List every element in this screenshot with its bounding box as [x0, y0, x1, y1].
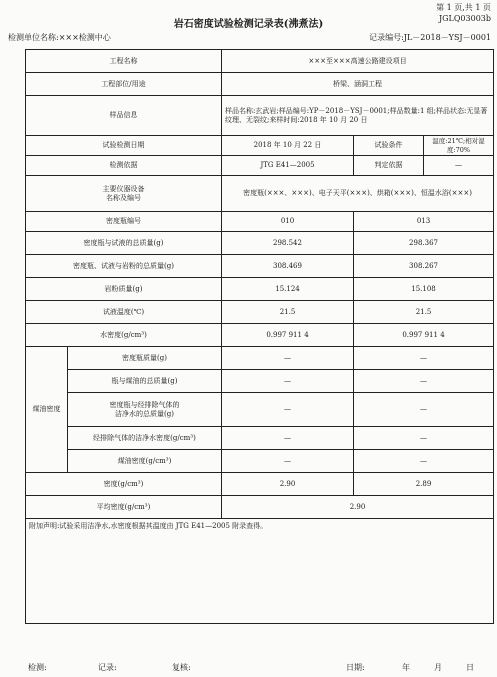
page-info: 第 1 页,共 1 页 [436, 3, 491, 12]
density-value-1: 2.90 [222, 473, 354, 496]
avg-density-label: 平均密度(g/cm³) [26, 496, 222, 519]
item-value-2: 298.367 [354, 232, 494, 255]
footer-year: 年 [402, 663, 410, 672]
kerosene-item-label-line-1: 密度瓶与经排除气体的 [109, 400, 180, 409]
condition-value: 温度:21℃;相对湿度:70% [424, 136, 494, 156]
footer-check: 检测: [28, 663, 47, 672]
footer-month: 月 [434, 663, 442, 672]
item-label: 岩粉质量(g) [26, 278, 222, 301]
form-code: JGLQ03003b [438, 14, 491, 23]
project-name-label: 工程名称 [26, 50, 222, 73]
item-value-2: 308.267 [354, 255, 494, 278]
item-label: 水密度(g/cm³) [26, 324, 222, 347]
item-label: 密度瓶、试液与岩粉的总质量(g) [26, 255, 222, 278]
kerosene-value-1: — [222, 347, 354, 370]
part-label: 工程部位/用途 [26, 73, 222, 96]
equip-value: 密度瓶(×××、×××)、电子天平(×××)、烘箱(×××)、恒温水浴(×××) [222, 176, 494, 212]
test-date-label: 试验检测日期 [26, 136, 222, 156]
footer-record: 记录: [98, 663, 117, 672]
kerosene-value-2: — [354, 393, 494, 427]
item-value-1: 21.5 [222, 301, 354, 324]
test-date: 2018 年 10 月 22 日 [222, 136, 354, 156]
record-number: 记录编号:JL－2018－YSJ－0001 [369, 33, 491, 42]
bottle-no-2: 013 [354, 212, 494, 232]
item-value-1: 15.124 [222, 278, 354, 301]
sample-info: 样品名称:玄武岩;样品编号:YP－2018－YSJ－0001;样品数量:1 组;样品状态:无显著纹理、无裂纹;来样时间:2018 年 10 月 20 日 [222, 96, 494, 136]
kerosene-value-1: — [222, 370, 354, 393]
item-value-2: 15.108 [354, 278, 494, 301]
record-table [25, 49, 494, 624]
density-label: 密度(g/cm³) [26, 473, 222, 496]
kerosene-item-label: 煤油密度(g/cm³) [68, 450, 222, 473]
kerosene-item-label [68, 393, 222, 427]
avg-density-value: 2.90 [222, 496, 494, 519]
density-value-2: 2.89 [354, 473, 494, 496]
equip-label-line-1: 主要仪器设备 [102, 184, 145, 193]
sample-label: 样品信息 [26, 96, 222, 136]
item-value-1: 298.542 [222, 232, 354, 255]
basis-value: JTG E41—2005 [222, 156, 354, 176]
additional-note: 附加声明:试验采用洁净水,水密度根据其温度由 JTG E41—2005 附录查得。 [26, 519, 494, 624]
item-value-2: 21.5 [354, 301, 494, 324]
page-title: 岩石密度试验检测记录表(沸煮法) [173, 19, 324, 30]
kerosene-item-label-line-2: 洁净水的总质量(g) [115, 409, 174, 418]
judge-value: — [424, 156, 494, 176]
part-value: 桥梁、涵洞工程 [222, 73, 494, 96]
bottle-no-label: 密度瓶编号 [26, 212, 222, 232]
kerosene-value-2: — [354, 347, 494, 370]
item-value-1: 0.997 911 4 [222, 324, 354, 347]
kerosene-item-label: 密度瓶质量(g) [68, 347, 222, 370]
equip-label-line-2: 名称及编号 [106, 193, 141, 202]
item-value-1: 308.469 [222, 255, 354, 278]
basis-label: 检测依据 [26, 156, 222, 176]
kerosene-item-label: 瓶与煤油的总质量(g) [68, 370, 222, 393]
kerosene-group-label: 煤油密度 [26, 347, 68, 473]
unit-name: 检测单位名称:×××检测中心 [8, 33, 111, 42]
kerosene-value-2: — [354, 370, 494, 393]
kerosene-value-1: — [222, 393, 354, 427]
item-label: 试液温度(℃) [26, 301, 222, 324]
equip-label [26, 176, 222, 212]
kerosene-value-1: — [222, 450, 354, 473]
footer-date: 日期: [346, 663, 365, 672]
footer-review: 复核: [172, 663, 191, 672]
kerosene-item-label: 经排除气体的洁净水密度(g/cm³) [68, 427, 222, 450]
condition-label: 试验条件 [354, 136, 424, 156]
kerosene-value-1: — [222, 427, 354, 450]
bottle-no-1: 010 [222, 212, 354, 232]
footer-day: 日 [466, 663, 474, 672]
judge-label: 判定依据 [354, 156, 424, 176]
kerosene-value-2: — [354, 450, 494, 473]
item-label: 密度瓶与试液的总质量(g) [26, 232, 222, 255]
item-value-2: 0.997 911 4 [354, 324, 494, 347]
project-name: ×××至×××高速公路建设项目 [222, 50, 494, 73]
kerosene-value-2: — [354, 427, 494, 450]
